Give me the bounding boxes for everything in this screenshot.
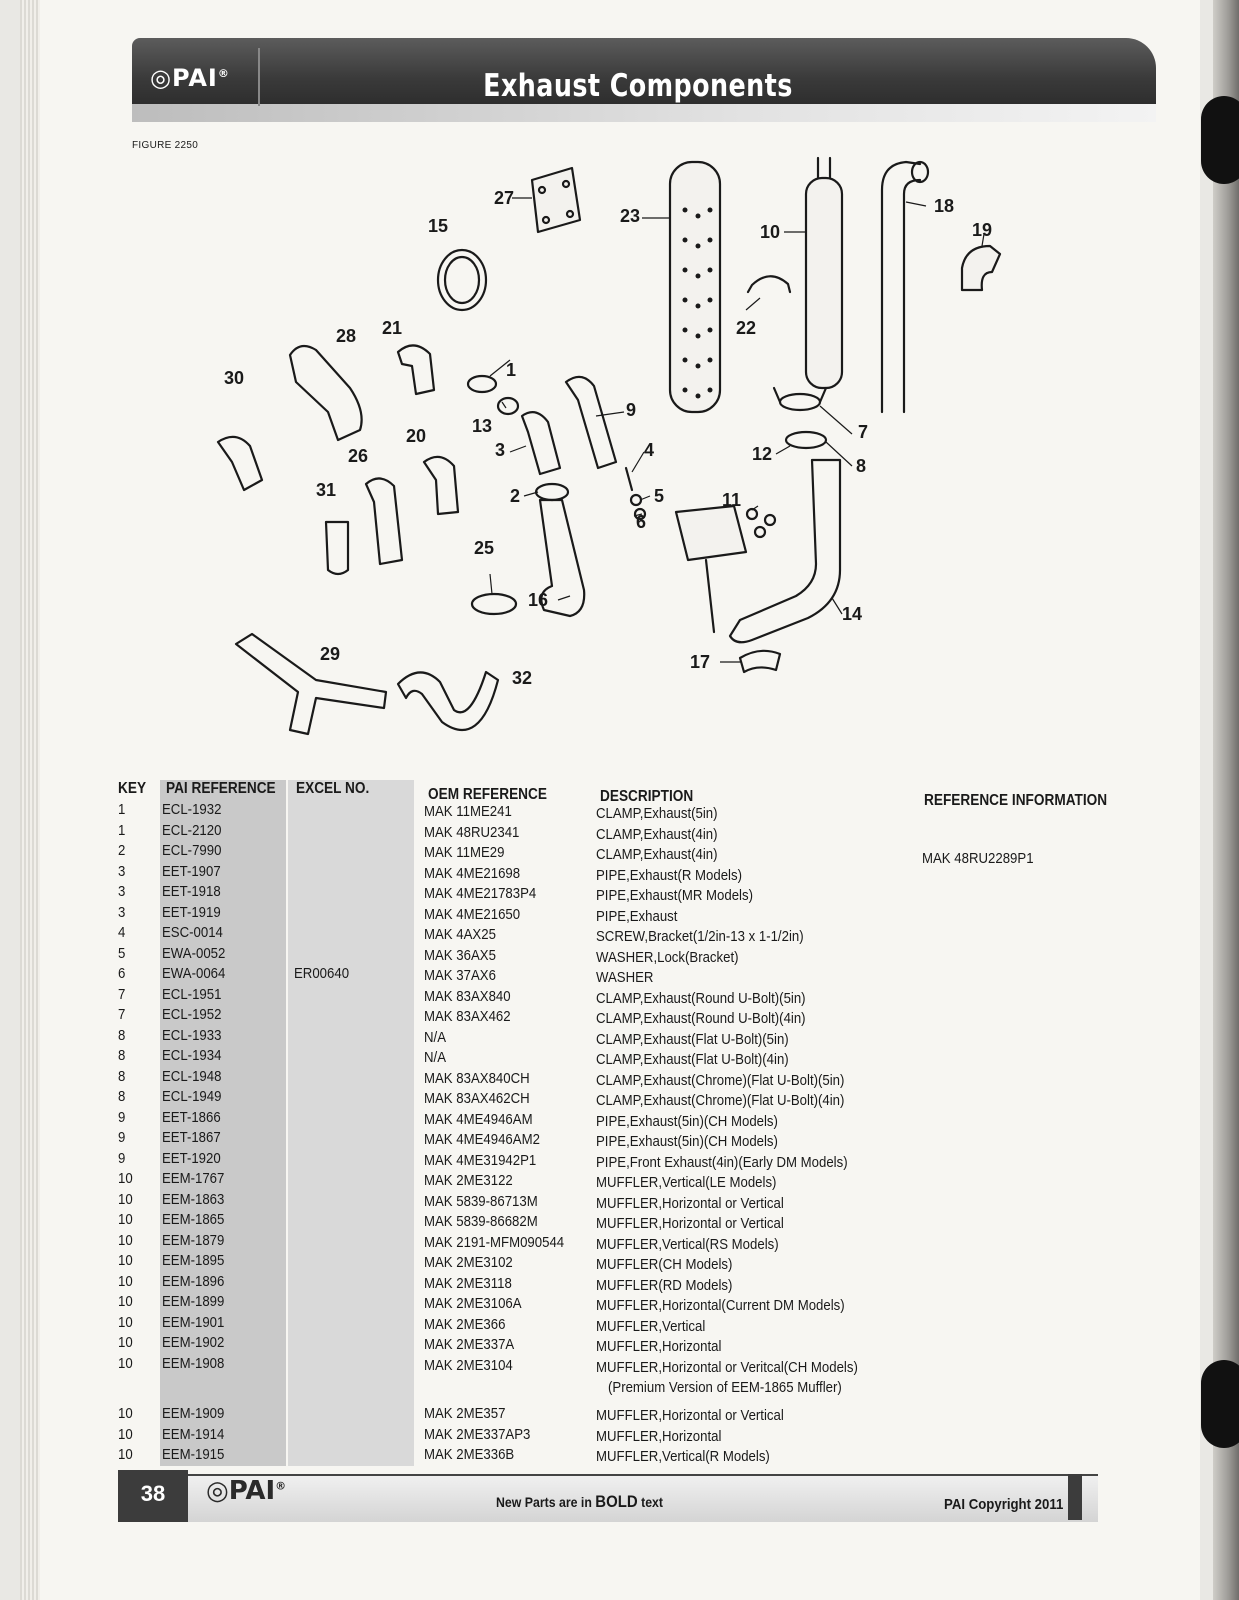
logo-mark-icon: ◎ — [150, 64, 172, 92]
table-row: 10 EEM-1901 MAK 2ME366 MUFFLER,Vertical — [118, 1313, 706, 1335]
page-number: 38 — [118, 1470, 188, 1522]
part-8-clamp — [786, 432, 826, 448]
header-oem-reference: OEM REFERENCE — [428, 786, 547, 803]
table-row: 10 EEM-1863 MAK 5839-86713M MUFFLER,Horizontal or Vertical — [118, 1190, 784, 1212]
reference-information-value: MAK 48RU2289P1 — [922, 850, 1034, 867]
part-15-ring — [438, 250, 486, 310]
logo-mark-icon: ◎ — [206, 1476, 229, 1506]
callout-10: 10 — [760, 222, 781, 242]
header-divider — [258, 48, 260, 106]
callout-18: 18 — [934, 196, 955, 216]
callout-19: 19 — [972, 220, 993, 240]
header-reference-information: REFERENCE INFORMATION — [924, 792, 1108, 809]
footer-logo: ◎PAI® — [206, 1476, 287, 1506]
table-row: 10 EEM-1909 MAK 2ME357 MUFFLER,Horizontal or Vertical — [118, 1405, 784, 1424]
footer-logo-text: PAI — [228, 1476, 276, 1506]
table-row: 8 ECL-1934 N/A CLAMP,Exhaust(Flat U-Bolt)(4in) — [118, 1047, 789, 1068]
table-row: 10 EEM-1865 MAK 5839-86682M MUFFLER,Horizontal or Vertical — [118, 1211, 784, 1232]
footer-note-prefix: New Parts are in — [496, 1494, 596, 1510]
callout-12: 12 — [752, 444, 773, 464]
callout-2: 2 — [510, 486, 521, 506]
part-30-hose — [218, 437, 262, 490]
callout-5: 5 — [654, 486, 665, 506]
exploded-parts-diagram — [140, 150, 1140, 770]
callout-8: 8 — [856, 456, 867, 476]
table-row: 7 ECL-1952 MAK 83AX462 CLAMP,Exhaust(Round U-Bolt)(4in) — [118, 1006, 806, 1027]
part-1-clamp — [468, 376, 496, 392]
callout-7: 7 — [858, 422, 869, 442]
footer-note-bold: BOLD — [595, 1492, 638, 1511]
callout-30: 30 — [224, 368, 245, 388]
part-28-tube — [290, 346, 362, 440]
footer-note-suffix: text — [637, 1494, 664, 1510]
binder-hole-top — [1201, 96, 1239, 184]
part-18-stack-pipe — [882, 162, 928, 412]
table-row: 8 ECL-1949 MAK 83AX462CH CLAMP,Exhaust(Chrome)(Flat U-Bolt)(4in) — [118, 1088, 845, 1109]
callout-20: 20 — [406, 426, 427, 446]
callout-3: 3 — [495, 440, 506, 460]
copyright: PAI Copyright 2011 — [944, 1496, 1064, 1513]
callout-29: 29 — [320, 644, 341, 664]
table-row: 9 EET-1920 MAK 4ME31942P1 PIPE,Front Exhaust(4in)(Early DM Models) — [118, 1149, 848, 1171]
part-26-pipe — [366, 478, 402, 564]
part-22-clamp — [748, 276, 790, 292]
table-row-note: (Premium Version of EEM-1865 Muffler) — [608, 1379, 842, 1396]
part-25-clamp — [472, 594, 516, 614]
binder-hole-bottom — [1201, 1360, 1239, 1448]
part-31-cap — [326, 522, 348, 574]
callout-4: 4 — [644, 440, 655, 460]
part-4-screw — [626, 468, 632, 490]
callout-31: 31 — [316, 480, 337, 500]
header-logo-text: PAI — [171, 64, 218, 92]
table-row: 10 EEM-1908 MAK 2ME3104 MUFFLER,Horizontal or Veritcal(CH Models) — [118, 1354, 858, 1376]
table-row: 3 EET-1918 MAK 4ME21783P4 PIPE,Exhaust(MR Models) — [118, 883, 753, 904]
callout-28: 28 — [336, 326, 357, 346]
table-row: 9 EET-1866 MAK 4ME4946AM PIPE,Exhaust(5in)(CH Models) — [118, 1108, 778, 1130]
part-32-hose — [398, 672, 498, 730]
table-row: 10 EEM-1899 MAK 2ME3106A MUFFLER,Horizontal(Current DM Models) — [118, 1293, 845, 1314]
header-description: DESCRIPTION — [600, 788, 694, 805]
table-row: 2 ECL-7990 MAK 11ME29 CLAMP,Exhaust(4in) — [118, 842, 718, 863]
table-row: 10 EEM-1914 MAK 2ME337AP3 MUFFLER,Horizontal — [118, 1425, 722, 1445]
footer-tab — [1068, 1474, 1082, 1520]
header-underline — [132, 104, 1156, 122]
header-logo: ◎PAI® — [150, 64, 230, 92]
table-row: 8 ECL-1933 N/A CLAMP,Exhaust(Flat U-Bolt)(5in) — [118, 1026, 789, 1048]
callout-16: 16 — [528, 590, 549, 610]
bracket-assembly — [676, 506, 746, 632]
table-row: 3 EET-1907 MAK 4ME21698 PIPE,Exhaust(R Models) — [118, 862, 742, 884]
table-row: 1 ECL-2120 MAK 48RU2341 CLAMP,Exhaust(4in) — [118, 821, 718, 843]
figure-label: FIGURE 2250 — [132, 140, 199, 151]
table-row: 10 EEM-1767 MAK 2ME3122 MUFFLER,Vertical(LE Models) — [118, 1170, 777, 1191]
callout-1: 1 — [506, 360, 517, 380]
table-row: 4 ESC-0014 MAK 4AX25 SCREW,Bracket(1/2in-13 x 1-1/2in) — [118, 924, 804, 945]
part-10-muffler — [806, 158, 842, 388]
table-row: 10 EEM-1896 MAK 2ME3118 MUFFLER(RD Models) — [118, 1272, 733, 1294]
table-row: 3 EET-1919 MAK 4ME21650 PIPE,Exhaust — [118, 903, 678, 925]
part-2-clamp — [536, 484, 568, 500]
callout-17: 17 — [690, 652, 711, 672]
part-3-pipe — [522, 412, 560, 474]
table-row: 10 EEM-1915 MAK 2ME336B MUFFLER,Vertical(R Models) — [118, 1446, 770, 1465]
table-row: 5 EWA-0052 MAK 36AX5 WASHER,Lock(Bracket) — [118, 944, 739, 966]
header-key: KEY — [118, 780, 147, 797]
callout-11: 11 — [722, 490, 742, 510]
part-13-gasket — [498, 398, 518, 414]
table-row: 10 EEM-1879 MAK 2191-MFM090544 MUFFLER,Vertical(RS Models) — [118, 1231, 779, 1253]
part-20-elbow — [424, 457, 458, 514]
header-excel-no: EXCEL NO. — [296, 780, 370, 797]
part-11-bolts — [747, 509, 775, 537]
part-21-elbow — [398, 345, 434, 394]
callout-15: 15 — [428, 216, 449, 236]
callout-27: 27 — [494, 188, 515, 208]
callout-22: 22 — [736, 318, 757, 338]
callout-13: 13 — [472, 416, 493, 436]
table-row: 10 EEM-1902 MAK 2ME337A MUFFLER,Horizontal — [118, 1334, 722, 1355]
table-row: 1 ECL-1932 MAK 11ME241 CLAMP,Exhaust(5in) — [118, 801, 718, 822]
callout-14: 14 — [842, 604, 863, 624]
part-7-clamp — [774, 388, 826, 410]
part-23-heat-shield — [670, 162, 720, 412]
table-row: 10 EEM-1895 MAK 2ME3102 MUFFLER(CH Models) — [118, 1252, 733, 1273]
part-17-hose — [740, 651, 780, 672]
callout-26: 26 — [348, 446, 369, 466]
callout-25: 25 — [474, 538, 495, 558]
callout-23: 23 — [620, 206, 641, 226]
footer-note — [496, 1492, 663, 1512]
table-row: 9 EET-1867 MAK 4ME4946AM2 PIPE,Exhaust(5in)(CH Models) — [118, 1129, 778, 1150]
table-row: 8 ECL-1948 MAK 83AX840CH CLAMP,Exhaust(Chrome)(Flat U-Bolt)(5in) — [118, 1067, 845, 1089]
header-pai-reference: PAI REFERENCE — [166, 780, 276, 797]
callout-9: 9 — [626, 400, 637, 420]
part-27-plate — [532, 168, 580, 232]
part-5-washer — [631, 495, 641, 505]
callout-32: 32 — [512, 668, 533, 688]
part-19-rain-cap — [962, 246, 1000, 290]
callout-6: 6 — [636, 512, 647, 532]
table-row: 6 EWA-0064 ER00640 MAK 37AX6 WASHER — [118, 965, 654, 986]
callout-21: 21 — [382, 318, 403, 338]
part-9-pipe — [566, 377, 616, 468]
part-29-tee-pipe — [236, 634, 386, 734]
table-row: 7 ECL-1951 MAK 83AX840 CLAMP,Exhaust(Round U-Bolt)(5in) — [118, 985, 806, 1007]
page-title: Exhaust Components — [483, 68, 793, 104]
